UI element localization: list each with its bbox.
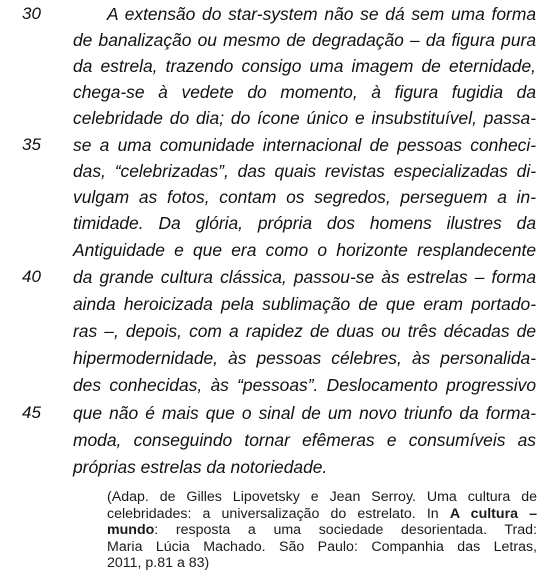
book-title: mundo — [107, 522, 155, 538]
text-line: Antiguidade e que era como o horizonte resplandecente — [73, 240, 536, 260]
citation-line: (Adap. de Gilles Lipovetsky e Jean Serroy. Uma cultura de — [107, 489, 537, 505]
text-line: se a uma comunidade internacional de pessoas conheci- — [73, 135, 536, 155]
text-line: das, “celebrizadas”, das quais revistas especializadas di- — [73, 161, 536, 181]
text-line: próprias estrelas da notoriedade. — [73, 457, 328, 477]
text-line: da estrela, trazendo consigo uma imagem de eternidade, — [73, 56, 536, 76]
text-line: ras –, depois, com a rapidez de duas ou três décadas de — [73, 321, 536, 341]
line-number-45: 45 — [22, 403, 41, 422]
citation-text: celebridades: a universalização do estrelato. In — [107, 505, 450, 522]
text-line: des conhecidas, às “pessoas”. Deslocamento progressivo — [73, 375, 536, 395]
text-line: moda, conseguindo tornar efêmeras e consumíveis as — [73, 430, 536, 450]
text-line: vulgam as fotos, contam os segredos, perseguem a in- — [73, 187, 536, 207]
citation-line: Maria Lúcia Machado. São Paulo: Companhia das Letras, — [107, 538, 537, 555]
citation — [107, 489, 537, 572]
text-line: hipermodernidade, às pessoas célebres, às personalida- — [73, 348, 536, 368]
text-line: que não é mais que o sinal de um novo triunfo da forma- — [73, 403, 536, 423]
text-line: A extensão do star-system não se dá sem uma forma — [107, 4, 536, 24]
text-line: chega-se à vedete do momento, à figura fugidia da — [73, 82, 536, 102]
text-line: timidade. Da glória, própria dos homens ilustres da — [73, 213, 536, 233]
text-line: de banalização ou mesmo de degradação – da figura pura — [73, 30, 536, 50]
citation-line — [107, 522, 537, 539]
line-number-40: 40 — [22, 267, 41, 286]
citation-text: : resposta a uma sociedade desorientada. Trad: — [154, 522, 537, 538]
text-line: ainda heroicizada pela sublimação de que eram portado- — [73, 294, 536, 314]
text-line: celebridade do dia; do ícone único e insubstituível, passa- — [73, 108, 536, 128]
citation-line: 2011, p.81 a 83) — [107, 555, 210, 571]
line-number-35: 35 — [22, 135, 41, 154]
book-title: A cultura – — [449, 505, 537, 522]
text-line: da grande cultura clássica, passou-se às estrelas – forma — [73, 267, 536, 287]
line-number-30: 30 — [22, 4, 41, 23]
citation-line — [107, 506, 537, 523]
